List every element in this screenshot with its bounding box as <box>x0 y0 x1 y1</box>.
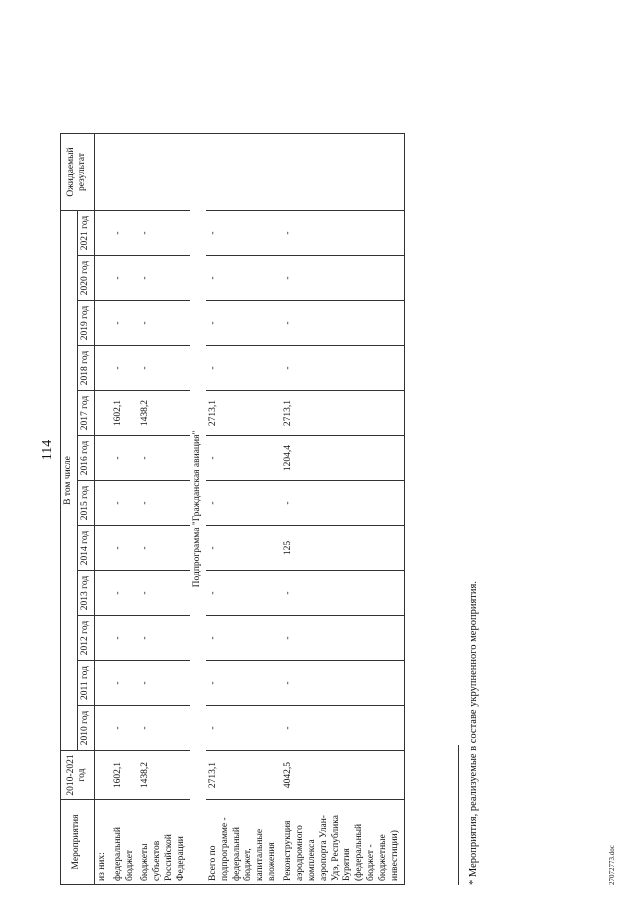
row-cell: - <box>206 526 281 571</box>
header-year: 2018 год <box>77 346 94 391</box>
row-label: бюджеты субъектов Российской Федерации <box>138 800 190 885</box>
budget-table <box>60 133 405 885</box>
row-cell: - <box>111 301 139 346</box>
row-cell: - <box>281 346 404 391</box>
row-cell: - <box>206 211 281 256</box>
row-cell <box>94 481 110 526</box>
row-result <box>138 134 190 211</box>
row-cell: - <box>281 211 404 256</box>
row-result <box>206 134 281 211</box>
page-number: 114 <box>40 439 55 461</box>
row-total: 1438,2 <box>138 751 190 800</box>
header-year: 2011 год <box>77 661 94 706</box>
header-result: Ожидаемый результат <box>61 134 95 211</box>
row-cell <box>94 346 110 391</box>
header-year: 2017 год <box>77 391 94 436</box>
row-result <box>111 134 139 211</box>
row-cell: - <box>138 616 190 661</box>
table-row <box>206 134 281 885</box>
document-filename: 27072773.doc <box>608 845 616 885</box>
header-year: 2019 год <box>77 301 94 346</box>
row-cell <box>94 391 110 436</box>
row-cell: - <box>138 481 190 526</box>
row-cell <box>94 301 110 346</box>
header-year: 2015 год <box>77 481 94 526</box>
row-cell: - <box>111 706 139 751</box>
row-cell: - <box>111 436 139 481</box>
header-year: 2016 год <box>77 436 94 481</box>
header-total: 2010-2021 год <box>61 751 95 800</box>
row-cell: - <box>206 706 281 751</box>
row-cell <box>94 616 110 661</box>
row-cell: - <box>111 616 139 661</box>
row-cell: - <box>111 526 139 571</box>
row-cell: - <box>138 526 190 571</box>
header-year: 2012 год <box>77 616 94 661</box>
row-total: 4042,5 <box>281 751 404 800</box>
row-result <box>94 134 110 211</box>
row-cell: - <box>206 481 281 526</box>
row-label: Реконструкция аэродромного комплекса аэропорта Улан-Удэ, Республика Бурятия (федеральный бюджет - бюджетные инвестиции) <box>281 800 404 885</box>
row-cell: - <box>138 211 190 256</box>
row-cell: 1602,1 <box>111 391 139 436</box>
row-cell: - <box>281 706 404 751</box>
row-cell <box>94 706 110 751</box>
row-cell: - <box>111 481 139 526</box>
subprogram-row <box>190 134 206 885</box>
row-cell <box>94 211 110 256</box>
row-cell: - <box>281 661 404 706</box>
row-cell: - <box>138 346 190 391</box>
table-row <box>111 134 139 885</box>
row-total <box>94 751 110 800</box>
row-cell: - <box>138 571 190 616</box>
row-cell: - <box>206 346 281 391</box>
row-cell <box>94 661 110 706</box>
footnote-divider <box>458 745 459 885</box>
row-cell: - <box>206 301 281 346</box>
row-cell: - <box>281 571 404 616</box>
header-event: Мероприятия <box>61 800 95 885</box>
header-including: В том числе <box>61 211 78 751</box>
row-cell: - <box>138 706 190 751</box>
table-row <box>94 134 110 885</box>
header-year: 2021 год <box>77 211 94 256</box>
row-cell: - <box>206 436 281 481</box>
row-cell <box>94 436 110 481</box>
row-cell: - <box>111 346 139 391</box>
row-label: Всего по подпрограмме - федеральный бюджет, капитальные вложения <box>206 800 281 885</box>
header-year: 2010 год <box>77 706 94 751</box>
row-cell: - <box>111 211 139 256</box>
header-year: 2014 год <box>77 526 94 571</box>
row-cell: - <box>111 256 139 301</box>
row-total: 1602,1 <box>111 751 139 800</box>
row-cell <box>94 571 110 616</box>
row-cell: - <box>138 436 190 481</box>
row-cell: - <box>206 256 281 301</box>
row-cell: - <box>111 571 139 616</box>
row-cell: - <box>281 481 404 526</box>
table-row <box>281 134 404 885</box>
row-cell: 2713,1 <box>281 391 404 436</box>
row-cell: 1438,2 <box>138 391 190 436</box>
row-cell: - <box>138 301 190 346</box>
row-cell: 125 <box>281 526 404 571</box>
row-cell: - <box>206 661 281 706</box>
row-cell: 1204,4 <box>281 436 404 481</box>
row-cell <box>94 526 110 571</box>
row-cell: 2713,1 <box>206 391 281 436</box>
header-year: 2013 год <box>77 571 94 616</box>
row-cell: - <box>138 256 190 301</box>
row-result <box>281 134 404 211</box>
row-cell: - <box>281 301 404 346</box>
row-label: из них: <box>94 800 110 885</box>
footnote: * Мероприятия, реализуемые в составе укрупненного мероприятия. <box>468 581 479 885</box>
row-cell: - <box>206 571 281 616</box>
row-cell: - <box>111 661 139 706</box>
row-label: федеральный бюджет <box>111 800 139 885</box>
row-total: 2713,1 <box>206 751 281 800</box>
row-cell: - <box>206 616 281 661</box>
table-row <box>138 134 190 885</box>
row-cell <box>94 256 110 301</box>
subprogram-title: Подпрограмма "Гражданская авиация" <box>190 134 206 885</box>
row-cell: - <box>281 616 404 661</box>
row-cell: - <box>138 661 190 706</box>
row-cell: - <box>281 256 404 301</box>
header-year: 2020 год <box>77 256 94 301</box>
